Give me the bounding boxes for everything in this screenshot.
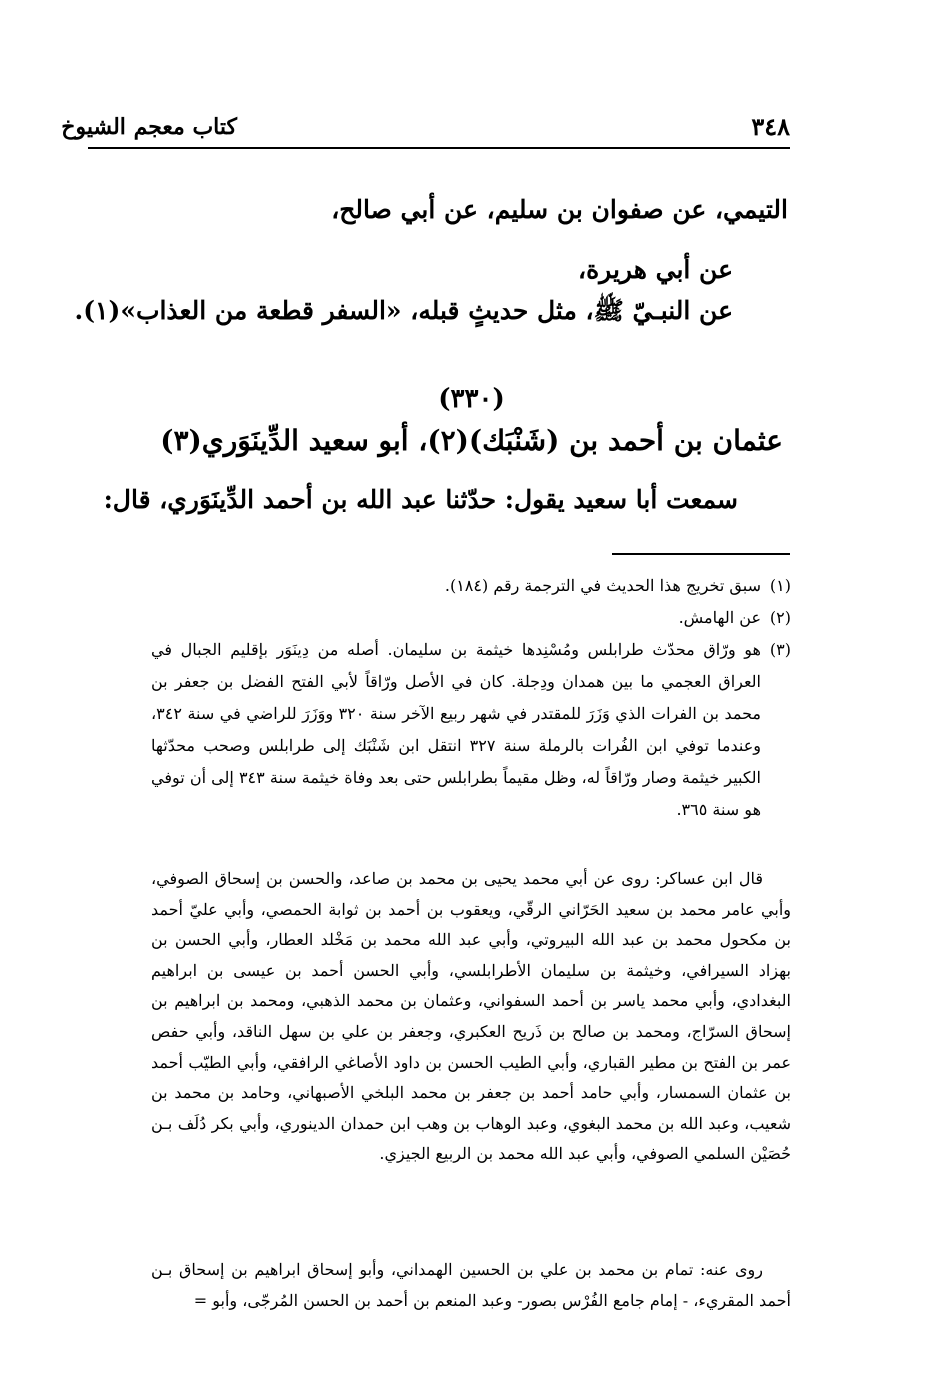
footnote-continuation-students: روى عنه: تمام بن محمد بن علي بن الحسين الهمداني، وأبو إسحاق ابراهيم بن إسحاق بـن أحمد المقريء، - إمام جامع الفُرْس بصور- وعبد المنعم بن أحمد بن الحسن المُرجّى، وأبو =: [151, 1260, 791, 1310]
footnote-3: [151, 634, 791, 826]
footnote-2: [151, 602, 791, 634]
book-title: كتاب معجم الشيوخ: [61, 114, 237, 140]
footnote-number: (٣): [769, 640, 791, 659]
footnote-number: (٢): [769, 608, 791, 627]
narration-line: سمعت أبا سعيد يقول: حدّثنا عبد الله بن أحمد الدِّينَوَري، قال:: [103, 485, 738, 514]
footnotes: [151, 570, 791, 826]
header-rule: [88, 147, 790, 149]
footnote-text: عن الهامش.: [678, 608, 761, 627]
hadith-line-2: عن أبي هريرة،: [578, 255, 733, 284]
footnote-1: [151, 570, 791, 602]
hadith-line-1: التيمي، عن صفوان بن سليم، عن أبي صالح،: [331, 195, 788, 224]
hadith-line-3: عن النبـيّ ﷺ، مثل حديثٍ قبله، «السفر قطعة من العذاب»(١).: [74, 296, 733, 325]
entry-title: عثمان بن أحمد بن (شَنْبَك)(٢)، أبو سعيد الدِّينَوَري(٣): [160, 424, 783, 457]
footnote-text: سبق تخريج هذا الحديث في الترجمة رقم (١٨٤).: [444, 576, 761, 595]
footnote-number: (١): [769, 576, 791, 595]
footnote-text: هو ورّاق محدّث طرابلس ومُسْنِدها خيثمة بن سليمان. أصله من دِينَوَر بإقليم الجبال في العراق العجمي ما بين همدان ودِجلة. كان في الأصل ورّاقاً لأبي الفتح الفضل بن جعفر بن محمد بن الفرات الذي وَزَرَ للمقتدر في شهر ربيع الآخر سنة ٣٢٠ ووَزَرَ للراضي في سنة ٣٤٢، وعندما توفي ابن الفُرات بالرملة سنة ٣٢٧ انتقل ابن شَنْبَك إلى طرابلس وصحب محدّثها الكبير خيثمة وصار ورّاقاً له، وظل مقيماً بطرابلس حتى بعد وفاة خيثمة سنة ٣٤٣ إلى أن توفي هو سنة ٣٦٥.: [151, 640, 762, 819]
footnote-separator: [612, 553, 790, 555]
running-header: [61, 108, 790, 150]
entry-number: (٣٣٠): [438, 384, 505, 414]
footnote-continuation-teachers: قال ابن عساكر: روى عن أبي محمد يحيى بن محمد بن صاعد، والحسن بن إسحاق الصوفي، وأبي عامر محمد بن سعيد الحَرّاني الرقّي، ويعقوب بن أحمد بن ثوابة الحمصي، وأبي عليّ أحمد بن مكحول محمد بن عبد الله البيروتي، وأبي عبد الله محمد بن مَخْلد العطار، وأبي الحسن بن بهزاد السيرافي، وخيثمة بن سليمان الأطرابلسي، وأبي الحسن أحمد بن عيسى بن ابراهيم البغدادي، وأبي محمد ياسر بن أحمد السفواني، وعثمان بن محمد الذهبي، ومحمد بن ابراهيم بن إسحاق السرّاج، ومحمد بن صالح بن ذَريح العكبري، وجعفر بن علي بن سهل الناقد، وأبي حفص عمر بن الفتح بن مطير القباري، وأبي الطيب الحسن بن داود الأصاغي الرافقي، وأبي الطيّب أحمد بن عثمان السمسار، وأبي حامد أحمد بن جعفر بن محمد البلخي الأصبهاني، وحامد بن محمد بن شعيب، وعبد الله بن محمد البغوي، وعبد الوهاب بن وهب ابن حمدان الدينوري، وأبي بكر دُلَف بـن حُصَيْن السلمي الصوفي، وأبي عبد الله محمد بن الربيع الجيزي.: [151, 869, 791, 1164]
page-number: ٣٤٨: [751, 112, 790, 141]
